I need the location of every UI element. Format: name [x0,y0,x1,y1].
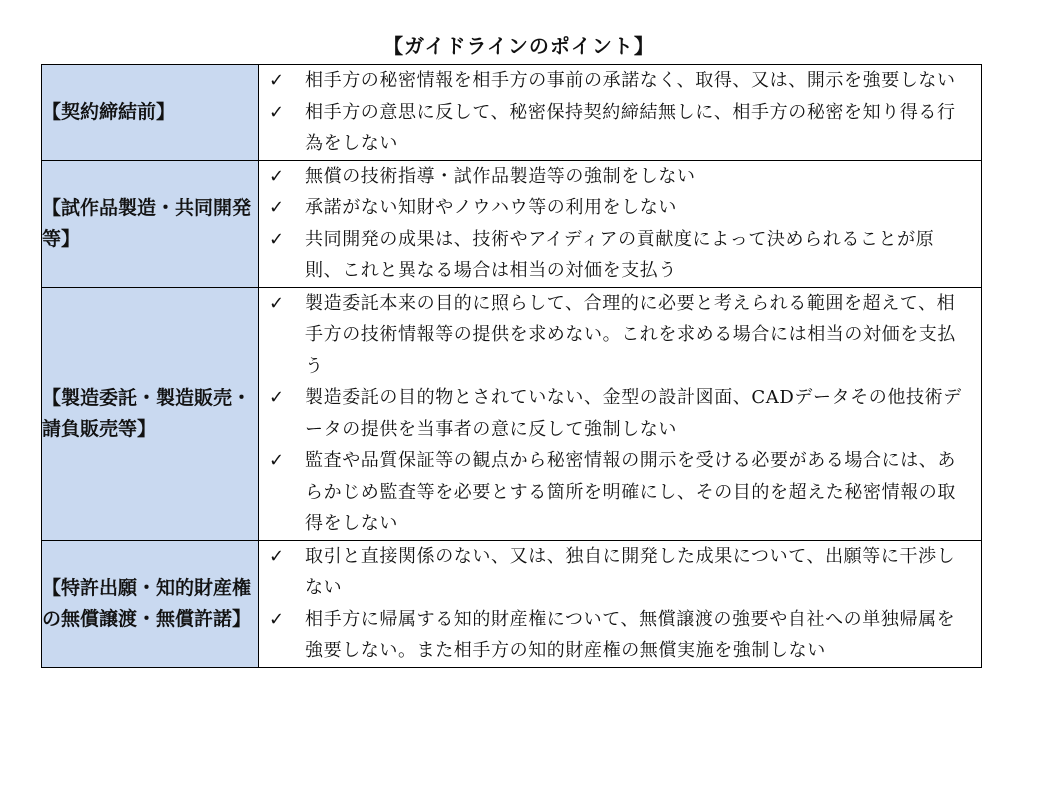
list-item [259,192,981,224]
check-icon: ✓ [269,292,285,314]
points-cell [259,160,982,287]
point-text: 監査や品質保証等の観点から秘密情報の開示を受ける必要がある場合には、あらかじめ監査等を必要とする箇所を明確にし、その目的を超えた秘密情報の取得をしない [305,450,956,534]
check-icon: ✓ [269,450,285,471]
check-icon: ✓ [269,165,285,187]
check-icon: ✓ [269,101,285,123]
point-text: 無償の技術指導・試作品製造等の強制をしない [305,165,696,187]
category-label: 【特許出願・知的財産権の無償譲渡・無償許諾】 [42,576,252,630]
check-icon: ✓ [269,608,285,630]
point-text: 相手方の秘密情報を相手方の事前の承諾なく、取得、又は、開示を強要しない [305,70,956,91]
list-item [259,224,981,287]
category-label: 【試作品製造・共同開発等】 [42,196,252,250]
category-cell [42,65,259,161]
table-row [42,287,982,540]
category-cell [42,540,259,667]
category-label: 【製造委託・製造販売・請負販売等】 [42,386,252,440]
point-text: 承諾がない知財やノウハウ等の利用をしない [305,197,677,218]
points-list [259,288,981,540]
table-row [42,65,982,161]
check-icon: ✓ [269,387,285,408]
list-item [259,97,981,160]
point-text: 取引と直接関係のない、又は、独自に開発した成果について、出願等に干渉しない [305,545,956,598]
check-icon: ✓ [269,70,285,91]
list-item [259,161,981,193]
points-list [259,161,981,287]
check-icon: ✓ [269,228,285,250]
points-list [259,541,981,667]
document-title: 【ガイドラインのポイント】 [383,34,655,58]
check-icon: ✓ [269,545,285,567]
point-text: 相手方の意思に反して、秘密保持契約締結無しに、相手方の秘密を知り得る行為をしない [305,101,956,154]
category-cell [42,160,259,287]
table-row [42,540,982,667]
category-cell [42,287,259,540]
points-cell [259,540,982,667]
point-text: 相手方に帰属する知的財産権について、無償譲渡の強要や自社への単独帰属を強要しない。また相手方の知的財産権の無償実施を強制しない [305,608,956,661]
check-icon: ✓ [269,197,285,218]
points-list [259,65,981,160]
list-item [259,541,981,604]
list-item [259,604,981,667]
point-text: 製造委託の目的物とされていない、金型の設計図面、CADデータその他技術データの提供を当事者の意に反して強制しない [305,387,962,440]
list-item [259,382,981,445]
points-cell [259,287,982,540]
category-label: 【契約締結前】 [42,100,176,123]
table-row [42,160,982,287]
list-item [259,445,981,540]
point-text: 製造委託本来の目的に照らして、合理的に必要と考えられる範囲を超えて、相手方の技術情報等の提供を求めない。これを求める場合には相当の対価を支払う [305,292,956,377]
guideline-table [41,64,982,668]
list-item [259,65,981,97]
point-text: 共同開発の成果は、技術やアイディアの貢献度によって決められることが原則、これと異なる場合は相当の対価を支払う [305,228,935,281]
list-item [259,288,981,383]
points-cell [259,65,982,161]
